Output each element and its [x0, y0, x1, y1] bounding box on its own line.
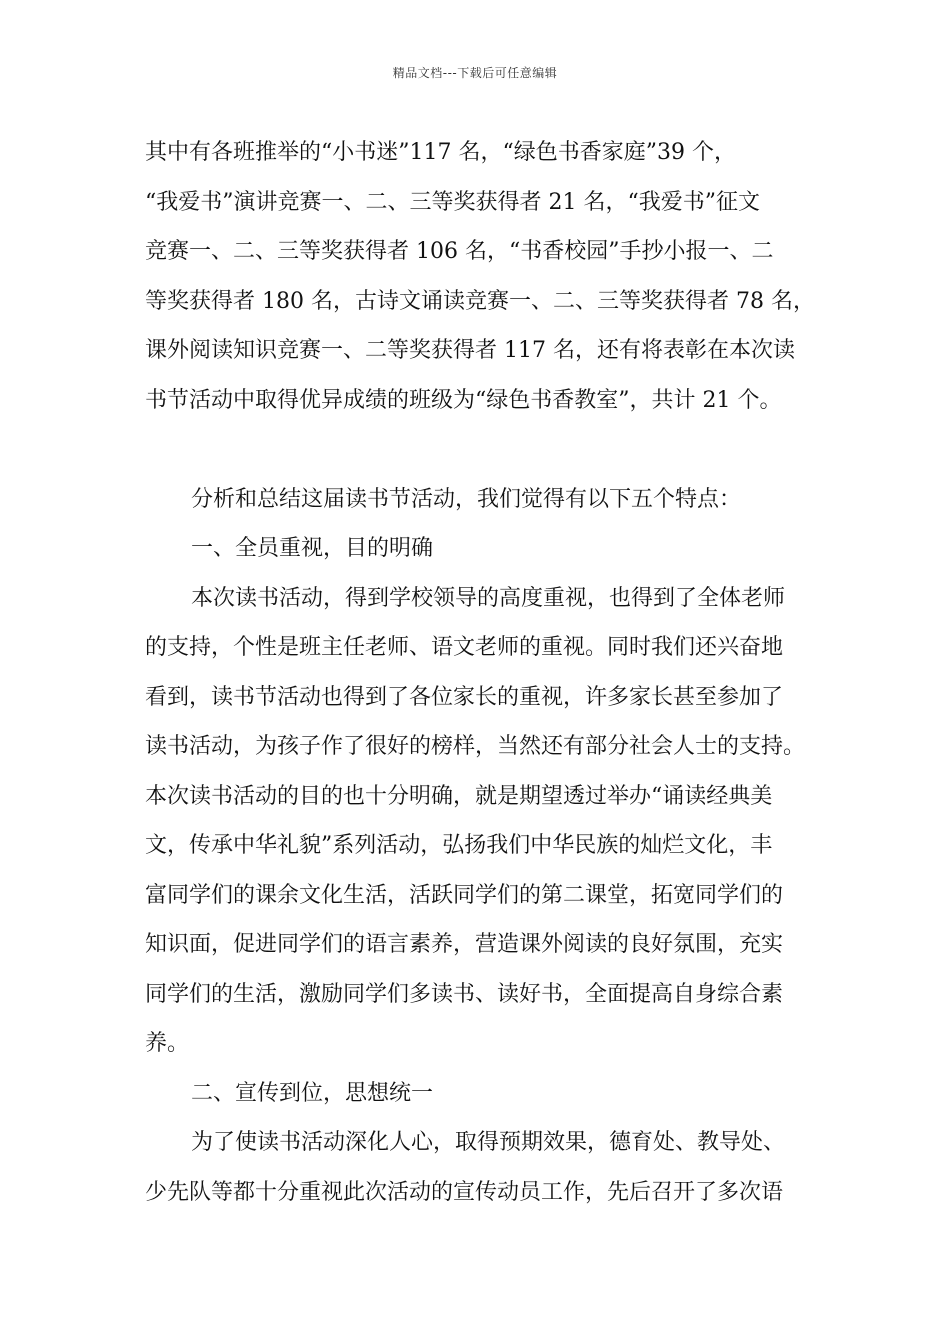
text-line: 同学们的生活，激励同学们多读书、读好书，全面提高自身综合素	[145, 981, 784, 1007]
text-line: 本次读书活动，得到学校领导的高度重视，也得到了全体老师	[191, 585, 786, 611]
section-heading-2: 二、宣传到位，思想统一	[191, 1080, 434, 1106]
text-line: 文，传承中华礼貌”系列活动，弘扬我们中华民族的灿烂文化，丰	[145, 833, 773, 858]
text-line: 富同学们的课余文化生活，活跃同学们的第二课堂，拓宽同学们的	[145, 882, 784, 908]
text-line: 课外阅读知识竞赛一、二等奖获得者 117 名，还有将表彰在本次读	[145, 338, 795, 363]
text-line: 为了使读书活动深化人心，取得预期效果，德育处、教导处、	[191, 1130, 786, 1155]
text-line: 书节活动中取得优异成绩的班级为“绿色书香教室”，共计 21 个。	[145, 387, 782, 413]
text-line: 其中有各班推举的“小书迷”117 名，“绿色书香家庭”39 个，	[145, 140, 736, 165]
award-summary-paragraph	[145, 128, 825, 425]
page-header: 精品文档---下载后可任意编辑	[392, 66, 558, 80]
text-line: 养。	[145, 1031, 190, 1056]
text-line: 读书活动，为孩子作了很好的榜样，当然还有部分社会人士的支持。	[145, 734, 806, 759]
paragraph-gap	[145, 425, 825, 475]
text-line: 少先队等都十分重视此次活动的宣传动员工作，先后召开了多次语	[145, 1179, 784, 1205]
section-heading-1: 一、全员重视，目的明确	[191, 536, 434, 561]
text-line: 等奖获得者 180 名，古诗文诵读竞赛一、二、三等奖获得者 78 名，	[145, 288, 815, 314]
text-line: 本次读书活动的目的也十分明确，就是期望透过举办“诵读经典美	[145, 783, 773, 809]
document-body	[145, 128, 825, 1217]
section-2-paragraph	[145, 1118, 825, 1217]
text-line: 竞赛一、二、三等奖获得者 106 名，“书香校园”手抄小报一、二	[145, 239, 774, 264]
text-line: 知识面，促进同学们的语言素养，营造课外阅读的良好氛围，充实	[145, 932, 784, 957]
intro-paragraph: 分析和总结这届读书节活动，我们觉得有以下五个特点：	[191, 486, 742, 512]
text-line: 看到，读书节活动也得到了各位家长的重视，许多家长甚至参加了	[145, 684, 784, 710]
text-line: 的支持，个性是班主任老师、语文老师的重视。同时我们还兴奋地	[145, 635, 784, 660]
section-1-paragraph	[145, 574, 825, 1069]
text-line: “我爱书”演讲竞赛一、二、三等奖获得者 21 名，“我爱书”征文	[145, 189, 760, 215]
